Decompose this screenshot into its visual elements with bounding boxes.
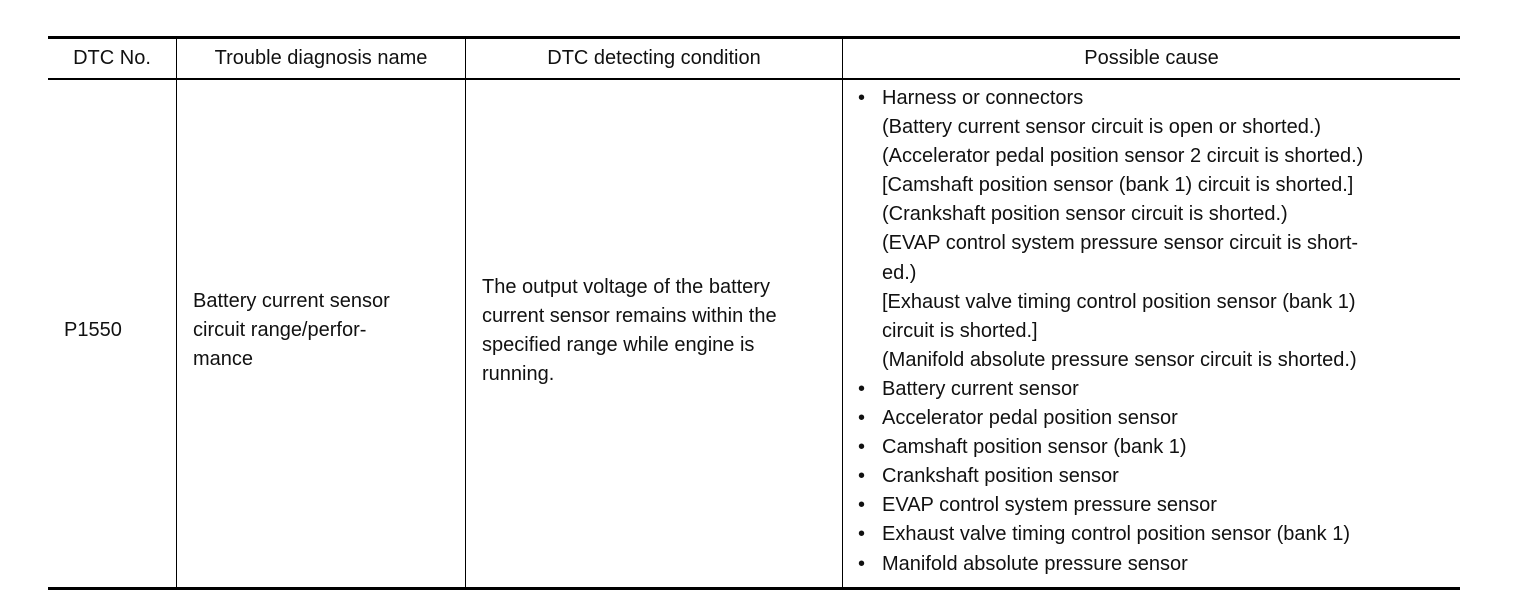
cell-trouble-diagnosis-name <box>193 287 461 374</box>
cause-line <box>856 171 1456 200</box>
cause-line <box>856 550 1456 579</box>
condition-line: specified range while engine is <box>482 334 755 356</box>
cause-text: (Crankshaft position sensor circuit is shorted.) <box>882 203 1288 226</box>
cause-text: (Battery current sensor circuit is open or shorted.) <box>882 116 1322 139</box>
bullet-icon: • <box>858 377 866 400</box>
bullet-icon: • <box>858 87 866 109</box>
cause-line <box>856 84 1456 113</box>
header-possible-cause: Possible cause <box>1084 47 1219 69</box>
bullet-icon: • <box>858 436 866 459</box>
cause-text: [Exhaust valve timing control position sensor (bank 1) <box>882 290 1356 313</box>
condition-line: running. <box>482 363 555 385</box>
bullet-icon: • <box>858 494 866 517</box>
cause-line <box>856 229 1456 258</box>
cause-text: Battery current sensor <box>882 377 1079 400</box>
cause-line <box>856 375 1456 404</box>
condition-line: current sensor remains within the <box>482 305 777 327</box>
cause-text: [Camshaft position sensor (bank 1) circuit is shorted.] <box>882 174 1354 197</box>
bullet-icon: • <box>858 407 866 430</box>
cause-text: Camshaft position sensor (bank 1) <box>882 436 1187 459</box>
cause-line <box>856 491 1456 520</box>
column-divider <box>465 39 466 587</box>
cell-dtc-detecting-condition <box>482 273 838 389</box>
name-line: mance <box>193 348 254 370</box>
bullet-icon: • <box>858 465 866 488</box>
cause-text: Harness or connectors <box>882 87 1084 109</box>
cause-line <box>856 113 1456 142</box>
cause-text: ed.) <box>882 261 917 284</box>
cause-text: Crankshaft position sensor <box>882 465 1119 488</box>
bullet-icon: • <box>858 552 866 575</box>
cause-text: circuit is shorted.] <box>882 319 1038 342</box>
table-bottom-rule <box>48 587 1460 590</box>
cause-line <box>856 317 1456 346</box>
cause-line <box>856 433 1456 462</box>
cause-text: EVAP control system pressure sensor <box>882 494 1217 517</box>
column-divider <box>176 39 177 587</box>
cause-line <box>856 404 1456 433</box>
cause-line <box>856 259 1456 288</box>
cause-line <box>856 200 1456 229</box>
cell-possible-cause <box>856 84 1456 579</box>
cause-text: Manifold absolute pressure sensor <box>882 552 1188 575</box>
bullet-icon: • <box>858 523 866 546</box>
cause-line <box>856 346 1456 375</box>
cause-line <box>856 142 1456 171</box>
header-trouble-diagnosis-name: Trouble diagnosis name <box>214 47 428 69</box>
cell-dtc-no: P1550 <box>64 319 122 341</box>
cause-line <box>856 288 1456 317</box>
cause-text: (Manifold absolute pressure sensor circuit is shorted.) <box>882 348 1357 371</box>
cause-line <box>856 520 1456 549</box>
condition-line: The output voltage of the battery <box>482 276 770 298</box>
name-line: circuit range/perfor- <box>193 319 367 341</box>
header-dtc-detecting-condition: DTC detecting condition <box>547 47 761 69</box>
cause-line <box>856 462 1456 491</box>
table-header-rule <box>48 78 1460 80</box>
name-line: Battery current sensor <box>193 290 390 312</box>
header-dtc-no: DTC No. <box>73 47 151 69</box>
cause-text: (EVAP control system pressure sensor circuit is short- <box>882 232 1359 255</box>
column-divider <box>842 39 843 587</box>
cause-text: Accelerator pedal position sensor <box>882 407 1178 430</box>
cause-text: (Accelerator pedal position sensor 2 circuit is shorted.) <box>882 145 1364 168</box>
cause-text: Exhaust valve timing control position sensor (bank 1) <box>882 523 1351 546</box>
